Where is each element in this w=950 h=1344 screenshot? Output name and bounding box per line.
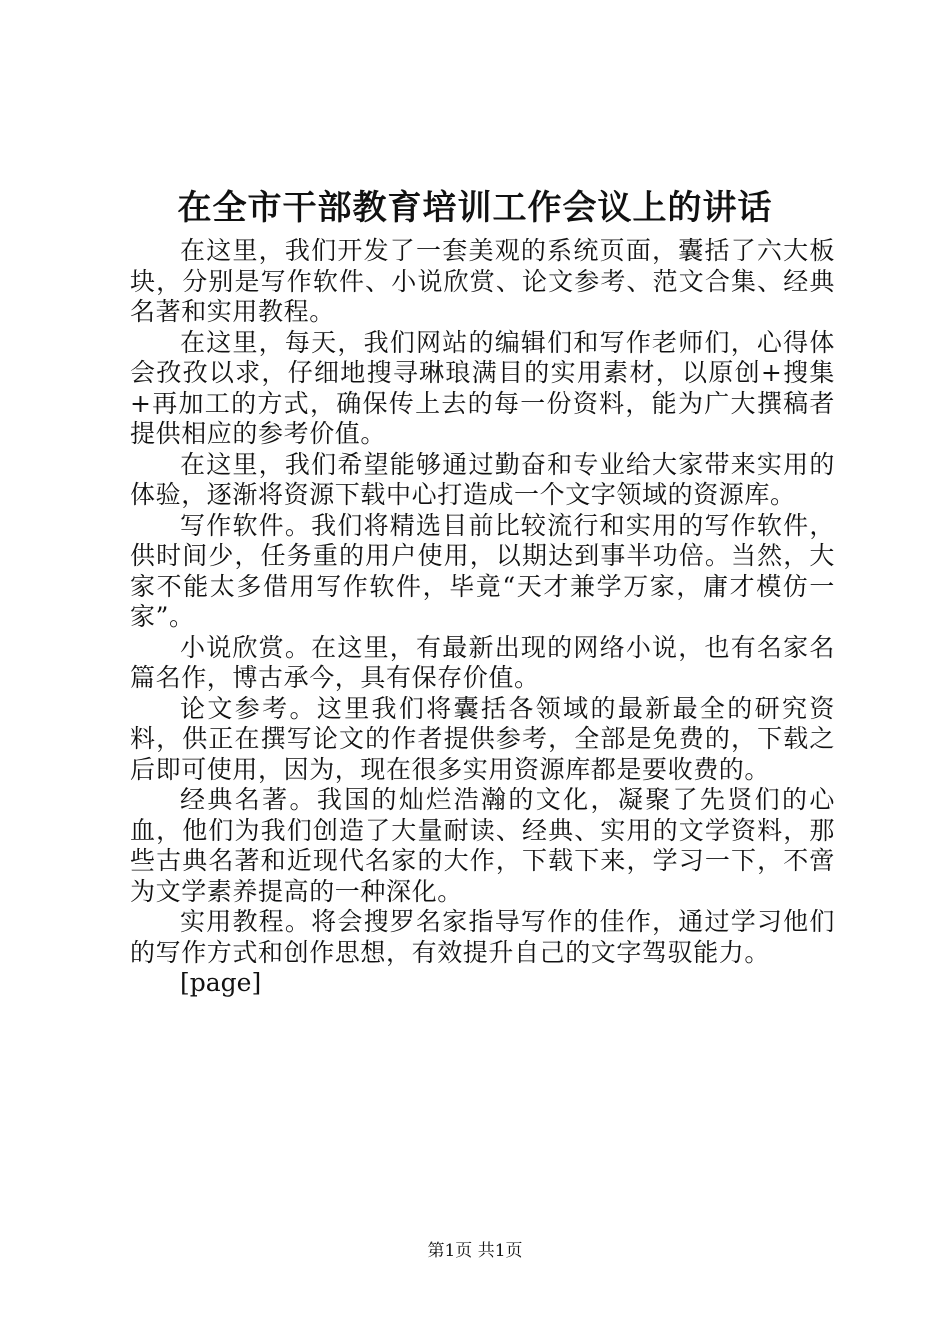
paragraph-tutorials: 实用教程。将会搜罗名家指导写作的佳作，通过学习他们的写作方式和创作思想，有效提升自己的文字驾驭能力。 — [130, 907, 835, 967]
paragraph-hope: 在这里，我们希望能够通过勤奋和专业给大家带来实用的体验，逐渐将资源下载中心打造成一个文字领域的资源库。 — [130, 449, 835, 509]
paragraph-writing-software: 写作软件。我们将精选目前比较流行和实用的写作软件，供时间少，任务重的用户使用，以期达到事半功倍。当然，大家不能太多借用写作软件，毕竟“天才兼学万家，庸才模仿一家”。 — [130, 510, 835, 631]
paragraph-novels: 小说欣赏。在这里，有最新出现的网络小说，也有名家名篇名作，博古承今，具有保存价值。 — [130, 632, 835, 692]
page-footer: 第1页 共1页 — [427, 1241, 523, 1261]
document-title: 在全市干部教育培训工作会议上的讲话 — [177, 188, 773, 228]
paragraph-daily-work: 在这里，每天，我们网站的编辑们和写作老师们，心得体会孜孜以求，仔细地搜寻琳琅满目的实用素材，以原创+搜集+再加工的方式，确保传上去的每一份资料，能为广大撰稿者提供相应的参考价值。 — [130, 327, 835, 448]
document-body — [130, 236, 835, 999]
paragraph-classics: 经典名著。我国的灿烂浩瀚的文化，凝聚了先贤们的心血，他们为我们创造了大量耐读、经典、实用的文学资料，那些古典名著和近现代名家的大作，下载下来，学习一下，不啻为文学素养提高的一种深化。 — [130, 785, 835, 906]
paragraph-papers: 论文参考。这里我们将囊括各领域的最新最全的研究资料，供正在撰写论文的作者提供参考，全部是免费的，下载之后即可使用，因为，现在很多实用资源库都是要收费的。 — [130, 693, 835, 784]
paragraph-intro: 在这里，我们开发了一套美观的系统页面，囊括了六大板块，分别是写作软件、小说欣赏、论文参考、范文合集、经典名著和实用教程。 — [130, 236, 835, 326]
page-marker: [page] — [180, 968, 262, 997]
